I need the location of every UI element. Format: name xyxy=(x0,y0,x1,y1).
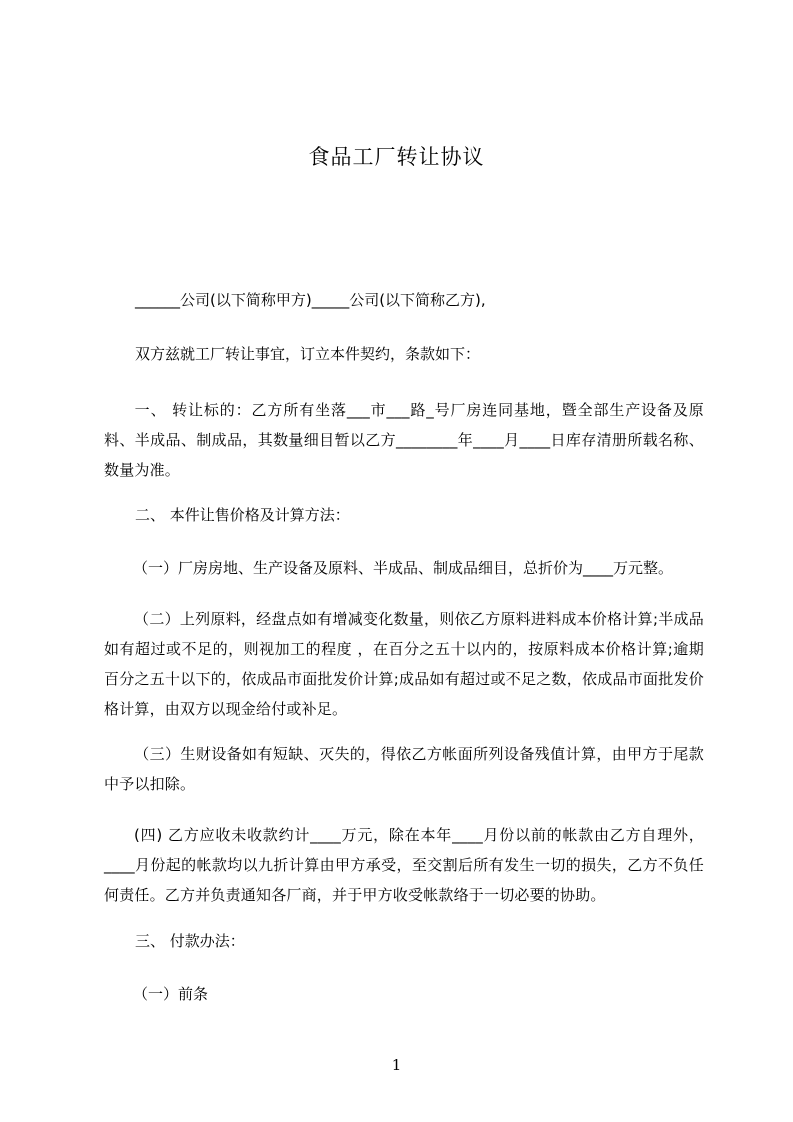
clause-1-paragraph xyxy=(104,395,704,485)
page-number: 1 xyxy=(391,1056,402,1074)
clause-2-item-2-paragraph xyxy=(104,604,704,724)
parties-line: ______公司(以下简称甲方)_____公司(以下简称乙方), xyxy=(135,291,486,309)
clause-2-heading: 二、 本件让售价格及计算方法： xyxy=(135,506,350,524)
clause-2-item-4-text: (四) 乙方应收未收款约计____万元，除在本年____月份以前的帐款由乙方自理外，____月份起的帐款均以九折计算由甲方承受，至交割后所有发生一切的损失，乙方不负任何责任。乙方并负责通知各厂商，并于甲方收受帐款络于一切必要的协助。 xyxy=(104,826,704,904)
clause-2-item-2-text: （二）上列原料，经盘点如有增减变化数量，则依乙方原料进料成本价格计算;半成品如有超过或不足的，则视加工的程度 ，在百分之五十以内的，按原料成本价格计算;逾期百分之五十以下的，依成品市面批发价计算;成品如有超过或不足之数，依成品市面批发价格计算，由双方以现金给付或补足。 xyxy=(104,610,704,718)
document-title: 食品工厂转让协议 xyxy=(308,145,485,169)
clause-2-item-4-paragraph xyxy=(104,820,704,910)
intro-paragraph: 双方兹就工厂转让事宜，订立本件契约，条款如下： xyxy=(135,345,481,363)
clause-2-item-3-text: （三）生财设备如有短缺、灭失的，得依乙方帐面所列设备残值计算，由甲方于尾款中予以扣除。 xyxy=(104,745,704,793)
clause-3-item-1: （一）前条 xyxy=(133,985,209,1003)
clause-2-item-1: （一）厂房房地、生产设备及原料、半成品、制成品细目，总折价为____万元整。 xyxy=(133,559,674,577)
clause-1-text: 一、 转让标的：乙方所有坐落___市___路_号厂房连同基地，暨全部生产设备及原料、半成品、制成品，其数量细目暂以乙方________年____月____日库存清册所载名称、数量为准。 xyxy=(104,401,704,479)
clause-2-item-3-paragraph xyxy=(104,739,704,799)
clause-3-heading: 三、 付款办法： xyxy=(135,932,245,950)
